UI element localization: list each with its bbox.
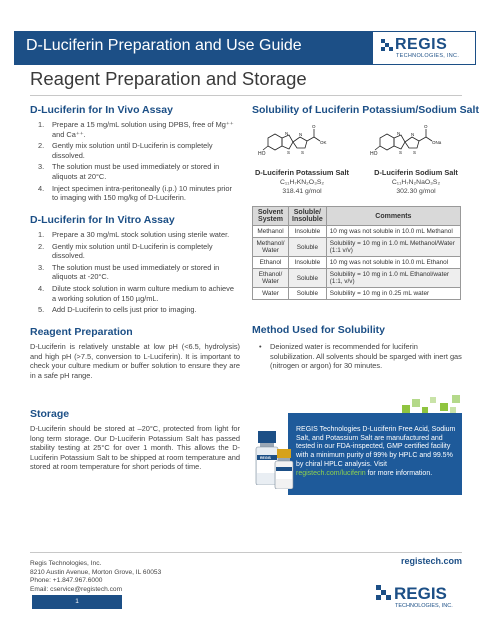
in-vitro-steps xyxy=(30,230,240,317)
promo-link[interactable]: registech.com/luciferin xyxy=(296,469,366,477)
table-cell: Soluble xyxy=(289,269,327,288)
sodium-salt-structure xyxy=(370,124,462,164)
potassium-salt-structure xyxy=(258,124,350,164)
table-cell: Insoluble xyxy=(289,257,327,269)
footer-address xyxy=(30,560,161,594)
footer-email[interactable]: Email: cservice@registech.com xyxy=(30,585,123,593)
svg-text:HO: HO xyxy=(258,151,266,157)
svg-text:S: S xyxy=(399,150,403,155)
table-row xyxy=(253,257,461,269)
table-cell: 10 mg was not soluble in 10.0 mL Ethanol xyxy=(326,257,460,269)
reagent-prep-heading: Reagent Preparation xyxy=(30,326,133,338)
table-cell: Solubility = 10 mg in 1.0 mL Ethanol/water (1:1, v/v) xyxy=(326,269,460,288)
svg-text:N: N xyxy=(299,132,303,137)
table-cell: Solubility = 10 mg in 0.25 mL water xyxy=(326,288,460,300)
promo-text: REGIS Technologies D-Luciferin Free Acid, Sodium Salt, and Potassium Salt are manufactured and tested in our FDA-inspected, GMP certified facility with a minimum purity of 99% by HPLC and 99.5% by chiral HPLC analysis. Visit registech.com/luciferin for more information. xyxy=(296,426,456,477)
table-cell: Methanol/ Water xyxy=(253,238,289,257)
table-row xyxy=(253,226,461,238)
small-vial-image xyxy=(274,449,294,489)
table-cell: Methanol xyxy=(253,226,289,238)
in-vivo-steps xyxy=(30,120,240,205)
svg-text:N: N xyxy=(285,131,289,136)
solubility-table xyxy=(252,206,461,300)
list-item: • Deionized water is recommended for luciferin solubilization. All solvents should be sparged with inert gas (nitrogen or argon) for 30 minutes. xyxy=(252,342,462,371)
sodium-salt-formula: C₁₁H₇N₂NaO₃S₂ xyxy=(391,179,441,186)
table-row xyxy=(253,269,461,288)
table-cell: Water xyxy=(253,288,289,300)
promo-box xyxy=(250,395,462,495)
footer-website-link[interactable]: registech.com xyxy=(400,556,462,566)
table-cell: Soluble xyxy=(289,238,327,257)
in-vivo-heading: D-Luciferin for In Vivo Assay xyxy=(30,104,173,116)
logo-subtitle: TECHNOLOGIES, INC. xyxy=(396,53,460,59)
table-row xyxy=(253,288,461,300)
solubility-heading: Solubility of Luciferin Potassium/Sodium Salt xyxy=(252,104,479,116)
list-item: 3. The solution must be used immediately or stored in aliquots at 20°C. xyxy=(38,162,220,181)
table-row xyxy=(253,238,461,257)
title-divider xyxy=(30,95,462,96)
footer-regis-logo xyxy=(370,580,470,612)
footer-street: 8210 Austin Avenue, Morton Grove, IL 60053 xyxy=(30,568,162,576)
svg-text:O: O xyxy=(312,124,316,129)
footer-divider xyxy=(30,552,462,553)
list-item: 4. Inject specimen intra-peritoneally (i.p.) 10 minutes prior to imaging with 150 mg/kg of D-Luciferin. xyxy=(38,183,232,203)
table-cell: Solubility = 10 mg in 1.0 mL Methanol/Water (1:1 v/v) xyxy=(326,238,460,257)
potassium-salt-formula: C₁₁H₇KN₂O₃S₂ xyxy=(279,179,325,186)
svg-text:HO: HO xyxy=(370,151,378,157)
column-header: Solvent System xyxy=(253,207,289,226)
in-vitro-heading: D-Luciferin for In Vitro Assay xyxy=(30,214,175,226)
table-cell: Ethanol xyxy=(253,257,289,269)
list-item: 2. Gently mix solution until D-Luciferin is completely dissolved. xyxy=(38,141,213,160)
potassium-salt-mw: 318.41 g/mol xyxy=(282,188,322,195)
table-cell: 10 mg was not soluble in 10.0 mL Methanol xyxy=(326,226,460,238)
list-item: 5. Add D-Luciferin to cells just prior to imaging. xyxy=(38,305,197,315)
svg-text:O: O xyxy=(424,124,428,129)
list-item: 4. Dilute stock solution in warm culture medium to achieve a working solution of 150 µg/mL. xyxy=(38,283,234,303)
regis-logo-icon xyxy=(381,39,393,53)
list-item: 1. Prepare a 15 mg/mL solution using DPBS, free of Mg⁺⁺ and Ca⁺⁺. xyxy=(38,120,234,139)
method-list xyxy=(252,342,462,371)
svg-text:S: S xyxy=(413,150,417,155)
svg-text:N: N xyxy=(411,132,415,137)
svg-text:ONa: ONa xyxy=(432,140,442,145)
logo-word: REGIS xyxy=(395,36,448,53)
regis-logo xyxy=(372,31,476,65)
svg-text:OK: OK xyxy=(320,140,327,145)
page-number: 1 xyxy=(32,595,122,609)
method-heading: Method Used for Solubility xyxy=(252,324,385,336)
table-cell: Ethanol/ Water xyxy=(253,269,289,288)
column-header: Soluble/ Insoluble xyxy=(289,207,327,226)
table-header-row xyxy=(253,207,461,226)
page-title: Reagent Preparation and Storage xyxy=(30,68,307,89)
table-cell: Soluble xyxy=(289,288,327,300)
svg-text:REGIS: REGIS xyxy=(394,584,447,603)
list-item: 1. Prepare a 30 mg/mL stock solution using sterile water. xyxy=(38,230,230,239)
storage-heading: Storage xyxy=(30,408,70,420)
svg-text:REGIS: REGIS xyxy=(260,456,271,460)
footer-company: Regis Technologies, Inc. xyxy=(30,560,102,567)
svg-text:S: S xyxy=(287,150,291,155)
header-banner xyxy=(14,31,476,65)
svg-text:S: S xyxy=(301,150,305,155)
header-title: D-Luciferin Preparation and Use Guide xyxy=(26,37,302,54)
list-item: 3. The solution must be used immediately or stored in aliquots at -20°C. xyxy=(38,262,220,282)
reagent-prep-text: D-Luciferin is relatively unstable at low pH (<6.5, hydrolysis) and high pH (>7.5, conversion to L-Luciferin). It is important to check your culture medium or buffer solution to ensure they are in a safe pH range. xyxy=(30,342,240,380)
column-header: Comments xyxy=(326,207,460,226)
storage-text: D-Luciferin should be stored at –20°C, protected from light for long term storage. Our D-Luciferin Potassium Salt has passed stability testing at 25°C for over 1 month. This allows the D-Luciferin Potassium Salt to be shipped at room temperature and stored at room temperature for short periods of time. xyxy=(30,424,240,472)
list-item: 2. Gently mix solution until D-Luciferin is completely dissolved. xyxy=(38,241,213,261)
sodium-salt-name: D-Luciferin Sodium Salt xyxy=(374,168,458,177)
footer-phone: Phone: +1.847.967.6000 xyxy=(30,577,103,584)
svg-text:TECHNOLOGIES, INC.: TECHNOLOGIES, INC. xyxy=(395,603,453,609)
svg-text:N: N xyxy=(397,131,401,136)
table-cell: Insoluble xyxy=(289,226,327,238)
sodium-salt-mw: 302.30 g/mol xyxy=(396,188,436,195)
potassium-salt-name: D-Luciferin Potassium Salt xyxy=(254,168,350,177)
